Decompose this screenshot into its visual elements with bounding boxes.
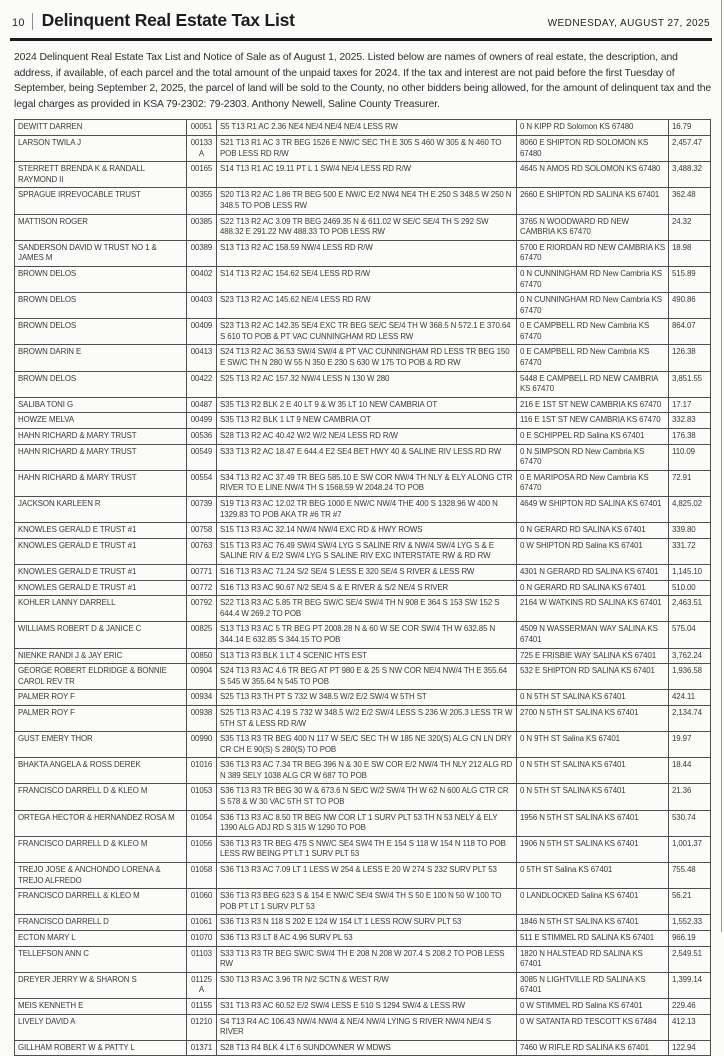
owner-name-cell: PALMER ROY F: [15, 690, 187, 706]
parcel-number-cell: 00403: [187, 293, 217, 319]
table-row: [15, 523, 711, 539]
address-cell: 0 N 5TH ST SALINA KS 67401: [517, 690, 669, 706]
parcel-number-cell: 01054: [187, 810, 217, 836]
legal-description-cell: S25 T13 R2 AC 157.32 NW/4 LESS N 130 W 280: [217, 371, 517, 397]
address-cell: 511 E STIMMEL RD SALINA KS 67401: [517, 931, 669, 947]
owner-name-cell: BROWN DELOS: [15, 293, 187, 319]
owner-name-cell: TREJO JOSE & ANCHONDO LORENA & TREJO ALFREDO: [15, 863, 187, 889]
parcel-number-cell: 01053: [187, 784, 217, 810]
table-row: [15, 371, 711, 397]
parcel-number-cell: 01070: [187, 931, 217, 947]
owner-name-cell: KOHLER LANNY DARRELL: [15, 596, 187, 622]
table-row: [15, 1040, 711, 1056]
table-row: [15, 784, 711, 810]
owner-name-cell: HAHN RICHARD & MARY TRUST: [15, 429, 187, 445]
table-row: [15, 188, 711, 214]
parcel-number-cell: 00536: [187, 429, 217, 445]
address-cell: 0 E CAMPBELL RD New Cambria KS 67470: [517, 345, 669, 371]
parcel-number-cell: 00850: [187, 648, 217, 664]
parcel-number-cell: 01060: [187, 889, 217, 915]
legal-description-cell: S28 T13 R4 BLK 4 LT 6 SUNDOWNER W MDWS: [217, 1040, 517, 1056]
parcel-number-cell: 01061: [187, 915, 217, 931]
table-row: [15, 622, 711, 648]
table-row: [15, 266, 711, 292]
page-column-divider: [721, 0, 722, 932]
address-cell: 0 N KIPP RD Solomon KS 67480: [517, 120, 669, 136]
owner-name-cell: FRANCISCO DARRELL & KLEO M: [15, 889, 187, 915]
masthead: [0, 0, 724, 31]
legal-description-cell: S23 T13 R2 AC 142.35 SE/4 EXC TR BEG SE/C SE/4 TH W 368.5 N 572.1 E 370.64 S 610 TO POB & PT VAC CUNNINGHAM RD LESS RW: [217, 319, 517, 345]
issue-date: WEDNESDAY, AUGUST 27, 2025: [547, 18, 710, 29]
legal-description-cell: S36 T13 R3 N 118 S 202 E 124 W 154 LT 1 LESS ROW SURV PLT 53: [217, 915, 517, 931]
parcel-number-cell: 01058: [187, 863, 217, 889]
table-row: [15, 214, 711, 240]
tax-amount-cell: 424.11: [669, 690, 711, 706]
address-cell: 0 W SATANTA RD TESCOTT KS 67484: [517, 1014, 669, 1040]
table-row: [15, 810, 711, 836]
table-row: [15, 293, 711, 319]
parcel-number-cell: 00051: [187, 120, 217, 136]
table-row: [15, 732, 711, 758]
parcel-number-cell: 00938: [187, 705, 217, 731]
tax-amount-cell: 18.44: [669, 758, 711, 784]
legal-description-cell: S15 T13 R3 AC 32.14 NW/4 NW/4 EXC RD & HWY ROWS: [217, 523, 517, 539]
legal-description-cell: S16 T13 R3 AC 90.67 N/2 SE/4 S & E RIVER & S/2 NE/4 S RIVER: [217, 580, 517, 596]
owner-name-cell: SANDERSON DAVID W TRUST NO 1 & JAMES M: [15, 240, 187, 266]
address-cell: 116 E 1ST ST NEW CAMBRIA KS 67470: [517, 413, 669, 429]
tax-amount-cell: 362.48: [669, 188, 711, 214]
table-row: [15, 564, 711, 580]
parcel-number-cell: 00409: [187, 319, 217, 345]
table-row: [15, 972, 711, 998]
tax-amount-cell: 176.38: [669, 429, 711, 445]
masthead-rule: [10, 38, 712, 41]
legal-description-cell: S24 T13 R2 AC 36.53 SW/4 SW/4 & PT VAC CUNNINGHAM RD LESS TR BEG 150 E SW/C TH N 280 W 55 N 350 E 230 S 630 W 175 TO POB & RD RW: [217, 345, 517, 371]
legal-description-cell: S35 T13 R2 BLK 1 LT 9 NEW CAMBRIA OT: [217, 413, 517, 429]
address-cell: 0 N 9TH ST Salina KS 67401: [517, 732, 669, 758]
owner-name-cell: SALIBA TONI G: [15, 397, 187, 413]
address-cell: 4649 W SHIPTON RD SALINA KS 67401: [517, 497, 669, 523]
table-row: [15, 998, 711, 1014]
address-cell: 0 E CAMPBELL RD New Cambria KS 67470: [517, 319, 669, 345]
legal-description-cell: S30 T13 R3 AC 3.96 TR N/2 SCTN & WEST R/W: [217, 972, 517, 998]
legal-description-cell: S20 T13 R2 AC 1.86 TR BEG 500 E NW/C E/2 NW4 NE4 TH E 250 S 348.5 W 250 N 348.5 TO POB LESS RW: [217, 188, 517, 214]
legal-description-cell: S25 T13 R3 AC 4.19 S 732 W 348.5 W/2 E/2 SW/4 LESS S 236 W 205.3 LESS TR W 5TH ST & LESS RD R/W: [217, 705, 517, 731]
page-number: 10: [12, 16, 25, 29]
legal-description-cell: S31 T13 R3 AC 60.52 E/2 SW/4 LESS E 510 S 1294 SW/4 & LESS RW: [217, 998, 517, 1014]
tax-amount-cell: 4,825.02: [669, 497, 711, 523]
parcel-number-cell: 01210: [187, 1014, 217, 1040]
parcel-number-cell: 00758: [187, 523, 217, 539]
legal-description-cell: S22 T13 R2 AC 3.09 TR BEG 2469.35 N & 611.02 W SE/C SE/4 TH S 292 SW 488.32 E 291.22 NW 488.33 TO POB LESS RW: [217, 214, 517, 240]
parcel-number-cell: 00549: [187, 444, 217, 470]
tax-amount-cell: 755.48: [669, 863, 711, 889]
tax-amount-cell: 2,549.51: [669, 946, 711, 972]
address-cell: 1956 N 5TH ST SALINA KS 67401: [517, 810, 669, 836]
tax-amount-cell: 490.86: [669, 293, 711, 319]
owner-name-cell: NIENKE RANDI J & JAY ERIC: [15, 648, 187, 664]
parcel-number-cell: 00763: [187, 538, 217, 564]
legal-description-cell: S28 T13 R2 AC 40.42 W/2 W/2 NE/4 LESS RD R/W: [217, 429, 517, 445]
table-row: [15, 836, 711, 862]
address-cell: 2700 N 5TH ST SALINA KS 67401: [517, 705, 669, 731]
owner-name-cell: HAHN RICHARD & MARY TRUST: [15, 470, 187, 496]
parcel-number-cell: 01371: [187, 1040, 217, 1056]
tax-amount-cell: 3,762.24: [669, 648, 711, 664]
legal-description-cell: S23 T13 R2 AC 145.62 NE/4 LESS RD R/W: [217, 293, 517, 319]
owner-name-cell: JACKSON KARLEEN R: [15, 497, 187, 523]
tax-amount-cell: 110.09: [669, 444, 711, 470]
address-cell: 0 W SHIPTON RD Salina KS 67401: [517, 538, 669, 564]
tax-amount-cell: 126.38: [669, 345, 711, 371]
legal-description-cell: S36 T13 R3 AC 8.50 TR BEG NW COR LT 1 SURV PLT 53 TH N 53 NELY & ELY 1390 ALG ADJ RD S 315 W 1290 TO POB: [217, 810, 517, 836]
table-row: [15, 648, 711, 664]
table-row: [15, 946, 711, 972]
legal-description-cell: S33 T13 R2 AC 18.47 E 644.4 E2 SE4 BET HWY 40 & SALINE RIV LESS RD RW: [217, 444, 517, 470]
parcel-number-cell: 00385: [187, 214, 217, 240]
table-row: [15, 345, 711, 371]
parcel-number-cell: 00771: [187, 564, 217, 580]
legal-description-cell: S21 T13 R1 AC 3 TR BEG 1526 E NW/C SEC TH E 305 S 460 W 305 & N 460 TO POB LESS RD R/W: [217, 135, 517, 161]
tax-amount-cell: 530.74: [669, 810, 711, 836]
parcel-number-cell: 00499: [187, 413, 217, 429]
tax-amount-cell: 412.13: [669, 1014, 711, 1040]
tax-amount-cell: 1,399.14: [669, 972, 711, 998]
tax-amount-cell: 72.91: [669, 470, 711, 496]
table-row: [15, 470, 711, 496]
address-cell: 0 N 5TH ST SALINA KS 67401: [517, 784, 669, 810]
legal-description-cell: S24 T13 R3 AC 4.6 TR BEG AT PT 980 E & 25 S NW COR NE/4 NW/4 TH E 355.64 S 545 W 355.64 N 545 TO POB: [217, 664, 517, 690]
owner-name-cell: GILLHAM ROBERT W & PATTY L: [15, 1040, 187, 1056]
table-row: [15, 1014, 711, 1040]
tax-amount-cell: 1,145.10: [669, 564, 711, 580]
legal-description-cell: S33 T13 R3 TR BEG SW/C SW/4 TH E 208 N 208 W 207.4 S 208.2 TO POB LESS RW: [217, 946, 517, 972]
table-row: [15, 664, 711, 690]
tax-amount-cell: 2,134.74: [669, 705, 711, 731]
owner-name-cell: KNOWLES GERALD E TRUST #1: [15, 538, 187, 564]
table-row: [15, 538, 711, 564]
tax-amount-cell: 19.97: [669, 732, 711, 758]
owner-name-cell: FRANCISCO DARRELL D & KLEO M: [15, 836, 187, 862]
legal-description-cell: S35 T13 R3 TR BEG 400 N 117 W SE/C SEC TH W 185 NE 320(S) ALG CN LN DRY CR CH E 90(S) S 280(S) TO POB: [217, 732, 517, 758]
address-cell: 0 LANDLOCKED Salina KS 67401: [517, 889, 669, 915]
tax-amount-cell: 331.72: [669, 538, 711, 564]
table-row: [15, 690, 711, 706]
tax-amount-cell: 966.19: [669, 931, 711, 947]
tax-amount-cell: 2,463.51: [669, 596, 711, 622]
legal-description-cell: S34 T13 R2 AC 37.49 TR BEG 585.10 E SW COR NW/4 TH NLY & ELY ALONG CTR RIVER TO E LINE NW/4 TH S 1568.59 W 2048.24 TO POB: [217, 470, 517, 496]
legal-description-cell: S36 T13 R3 AC 7.34 TR BEG 396 N & 30 E SW COR E/2 NW/4 TH NLY 212 ALG RD N 389 SELY 1038 ALG CR W 687 TO POB: [217, 758, 517, 784]
parcel-number-cell: 00165: [187, 162, 217, 188]
owner-name-cell: FRANCISCO DARRELL D: [15, 915, 187, 931]
parcel-number-cell: 00739: [187, 497, 217, 523]
address-cell: 725 E FRISBIE WAY SALINA KS 67401: [517, 648, 669, 664]
tax-amount-cell: 229.46: [669, 998, 711, 1014]
table-row: [15, 931, 711, 947]
parcel-number-cell: 00904: [187, 664, 217, 690]
tax-amount-cell: 575.04: [669, 622, 711, 648]
tax-amount-cell: 515.89: [669, 266, 711, 292]
owner-name-cell: HOWZE MELVA: [15, 413, 187, 429]
legal-description-cell: S19 T13 R3 AC 12.02 TR BEG 1000 E NW/C NW/4 THE 400 S 1328.96 W 400 N 1329.83 TO POB AKA TR #6 TR #7: [217, 497, 517, 523]
legal-description-cell: S4 T13 R4 AC 106.43 NW/4 NW/4 & NE/4 NW/4 LYING S RIVER NW/4 NE/4 S RIVER: [217, 1014, 517, 1040]
address-cell: 4301 N GERARD RD SALINA KS 67401: [517, 564, 669, 580]
owner-name-cell: WILLIAMS ROBERT D & JANICE C: [15, 622, 187, 648]
owner-name-cell: MATTISON ROGER: [15, 214, 187, 240]
tax-amount-cell: 3,488.32: [669, 162, 711, 188]
address-cell: 2660 E SHIPTON RD SALINA KS 67401: [517, 188, 669, 214]
legal-description-cell: S13 T13 R3 AC 5 TR BEG PT 2008.28 N & 60 W SE COR SW/4 TH W 632.85 N 344.14 E 632.85 S 344.15 TO POB: [217, 622, 517, 648]
address-cell: 0 N 5TH ST SALINA KS 67401: [517, 758, 669, 784]
address-cell: 8060 E SHIPTON RD SOLOMON KS 67480: [517, 135, 669, 161]
table-row: [15, 429, 711, 445]
tax-amount-cell: 510.00: [669, 580, 711, 596]
table-row: [15, 162, 711, 188]
tax-table-body: [15, 120, 711, 1056]
legal-description-cell: S36 T13 R3 TR BEG 475 S NW/C SE4 SW4 TH E 154 S 118 W 154 N 118 TO POB LESS RW BEING PT LT 1 SURV PLT 53: [217, 836, 517, 862]
parcel-number-cell: 00934: [187, 690, 217, 706]
address-cell: 0 N CUNNINGHAM RD New Cambria KS 67470: [517, 293, 669, 319]
legal-description-cell: S36 T13 R3 TR BEG 30 W & 673.6 N SE/C W/2 SW/4 TH W 62 N 600 ALG CTR CR S 578 & W 30 VAC 5TH ST TO POB: [217, 784, 517, 810]
owner-name-cell: KNOWLES GERALD E TRUST #1: [15, 564, 187, 580]
address-cell: 1906 N 5TH ST SALINA KS 67401: [517, 836, 669, 862]
table-row: [15, 444, 711, 470]
tax-amount-cell: 1,936.58: [669, 664, 711, 690]
parcel-number-cell: 00990: [187, 732, 217, 758]
owner-name-cell: FRANCISCO DARRELL D & KLEO M: [15, 784, 187, 810]
owner-name-cell: STERRETT BRENDA K & RANDALL RAYMOND II: [15, 162, 187, 188]
tax-amount-cell: 122.94: [669, 1040, 711, 1056]
tax-amount-cell: 16.79: [669, 120, 711, 136]
owner-name-cell: PALMER ROY F: [15, 705, 187, 731]
legal-description-cell: S15 T13 R3 AC 76.49 SW/4 SW/4 LYG S SALINE RIV & NW/4 SW/4 LYG S & E SALINE RIV & E/2 SW/4 LYG S SALINE RIV EXC INTERSTATE RW & RD RW: [217, 538, 517, 564]
table-row: [15, 497, 711, 523]
table-row: [15, 915, 711, 931]
table-row: [15, 240, 711, 266]
legal-description-cell: S13 T13 R2 AC 158.59 NW/4 LESS RD R/W: [217, 240, 517, 266]
parcel-number-cell: 00422: [187, 371, 217, 397]
owner-name-cell: DEWITT DARREN: [15, 120, 187, 136]
parcel-number-cell: 00413: [187, 345, 217, 371]
owner-name-cell: ECTON MARY L: [15, 931, 187, 947]
owner-name-cell: TELLEFSON ANN C: [15, 946, 187, 972]
address-cell: 7460 W RIFLE RD SALINA KS 67401: [517, 1040, 669, 1056]
address-cell: 0 W STIMMEL RD Salina KS 67401: [517, 998, 669, 1014]
legal-description-cell: S35 T13 R2 BLK 2 E 40 LT 9 & W 35 LT 10 NEW CAMBRIA OT: [217, 397, 517, 413]
address-cell: 0 N GERARD RD SALINA KS 67401: [517, 523, 669, 539]
table-row: [15, 135, 711, 161]
parcel-number-cell: 01155: [187, 998, 217, 1014]
parcel-number-cell: 00772: [187, 580, 217, 596]
table-row: [15, 596, 711, 622]
address-cell: 3085 N LIGHTVILLE RD SALINA KS 67401: [517, 972, 669, 998]
owner-name-cell: LIVELY DAVID A: [15, 1014, 187, 1040]
legal-description-cell: S14 T13 R2 AC 154.62 SE/4 LESS RD R/W: [217, 266, 517, 292]
owner-name-cell: LARSON TWILA J: [15, 135, 187, 161]
parcel-number-cell: 00133A: [187, 135, 217, 161]
address-cell: 0 E SCHIPPEL RD Salina KS 67401: [517, 429, 669, 445]
legal-description-cell: S36 T13 R3 BEG 623 S & 154 E NW/C SE/4 SW/4 TH S 50 E 100 N 50 W 100 TO POB PT LT 1 SURV PLT 53: [217, 889, 517, 915]
legal-description-cell: S22 T13 R3 AC 5.85 TR BEG SW/C SE/4 SW/4 TH N 908 E 364 S 153 SW 152 S 644.4 W 269.2 TO POB: [217, 596, 517, 622]
tax-amount-cell: 56.21: [669, 889, 711, 915]
address-cell: 0 N GERARD RD SALINA KS 67401: [517, 580, 669, 596]
owner-name-cell: BROWN DELOS: [15, 319, 187, 345]
tax-amount-cell: 339.80: [669, 523, 711, 539]
legal-description-cell: S5 T13 R1 AC 2.36 NE4 NE/4 NE/4 NE/4 LESS RW: [217, 120, 517, 136]
parcel-number-cell: 01125A: [187, 972, 217, 998]
parcel-number-cell: 00554: [187, 470, 217, 496]
table-row: [15, 120, 711, 136]
tax-amount-cell: 2,457.47: [669, 135, 711, 161]
owner-name-cell: BROWN DELOS: [15, 371, 187, 397]
owner-name-cell: KNOWLES GERALD E TRUST #1: [15, 580, 187, 596]
notice-paragraph: 2024 Delinquent Real Estate Tax List and Notice of Sale as of August 1, 2025. Listed below are names of owners of real estate, the description, and address, if available, of each parcel and the total amount of the unpaid taxes for 2024. If the tax and interest are not paid before the first Tuesday of September, being September 2, 2025, the parcel of land will be sold to the County, no other bidders being allowed, for the amount of delinquent tax and the legal charges as provided in KSA 79-2302: 79-2303. Anthony Newell, Saline County Treasurer.: [14, 52, 712, 110]
address-cell: 3765 N WOODWARD RD NEW CAMBRIA KS 67470: [517, 214, 669, 240]
tax-amount-cell: 1,001.37: [669, 836, 711, 862]
owner-name-cell: BROWN DARIN E: [15, 345, 187, 371]
owner-name-cell: GUST EMERY THOR: [15, 732, 187, 758]
table-row: [15, 413, 711, 429]
address-cell: 0 N SIMPSON RD New Cambria KS 67470: [517, 444, 669, 470]
table-row: [15, 758, 711, 784]
masthead-divider: [32, 13, 33, 30]
table-row: [15, 580, 711, 596]
table-row: [15, 863, 711, 889]
owner-name-cell: KNOWLES GERALD E TRUST #1: [15, 523, 187, 539]
parcel-number-cell: 00389: [187, 240, 217, 266]
address-cell: 4645 N AMOS RD SOLOMON KS 67480: [517, 162, 669, 188]
tax-amount-cell: 332.83: [669, 413, 711, 429]
table-row: [15, 319, 711, 345]
address-cell: 1846 N 5TH ST SALINA KS 67401: [517, 915, 669, 931]
legal-description-cell: S36 T13 R3 LT 8 AC 4.96 SURV PL 53: [217, 931, 517, 947]
address-cell: 1820 N HALSTEAD RD SALINA KS 67401: [517, 946, 669, 972]
tax-amount-cell: 1,552.33: [669, 915, 711, 931]
parcel-number-cell: 01103: [187, 946, 217, 972]
address-cell: 5448 E CAMPBELL RD NEW CAMBRIA KS 67470: [517, 371, 669, 397]
owner-name-cell: DREYER JERRY W & SHARON S: [15, 972, 187, 998]
parcel-number-cell: 00487: [187, 397, 217, 413]
owner-name-cell: SPRAGUE IRREVOCABLE TRUST: [15, 188, 187, 214]
owner-name-cell: HAHN RICHARD & MARY TRUST: [15, 444, 187, 470]
tax-table: [14, 119, 711, 1056]
legal-description-cell: S13 T13 R3 BLK 1 LT 4 SCENIC HTS EST: [217, 648, 517, 664]
table-row: [15, 705, 711, 731]
tax-amount-cell: 24.32: [669, 214, 711, 240]
parcel-number-cell: 01056: [187, 836, 217, 862]
page-title: Delinquent Real Estate Tax List: [41, 10, 295, 30]
address-cell: 2164 W WATKINS RD SALINA KS 67401: [517, 596, 669, 622]
parcel-number-cell: 00825: [187, 622, 217, 648]
address-cell: 216 E 1ST ST NEW CAMBRIA KS 67470: [517, 397, 669, 413]
legal-description-cell: S36 T13 R3 AC 7.09 LT 1 LESS W 254 & LESS E 20 W 274 S 232 SURV PLT 53: [217, 863, 517, 889]
legal-description-cell: S16 T13 R3 AC 71.24 S/2 SE/4 S LESS E 320 SE/4 S RIVER & LESS RW: [217, 564, 517, 580]
owner-name-cell: MEIS KENNETH E: [15, 998, 187, 1014]
tax-amount-cell: 864.07: [669, 319, 711, 345]
tax-amount-cell: 3,851.55: [669, 371, 711, 397]
address-cell: 532 E SHIPTON RD SALINA KS 67401: [517, 664, 669, 690]
address-cell: 4509 N WASSERMAN WAY SALINA KS 67401: [517, 622, 669, 648]
address-cell: 5700 E RIORDAN RD NEW CAMBRIA KS 67470: [517, 240, 669, 266]
parcel-number-cell: 01016: [187, 758, 217, 784]
address-cell: 0 N CUNNINGHAM RD New Cambria KS 67470: [517, 266, 669, 292]
legal-description-cell: S14 T13 R1 AC 19.11 PT L 1 SW/4 NE/4 LESS RD R/W: [217, 162, 517, 188]
owner-name-cell: BHAKTA ANGELA & ROSS DEREK: [15, 758, 187, 784]
tax-amount-cell: 18.98: [669, 240, 711, 266]
owner-name-cell: ORTEGA HECTOR & HERNANDEZ ROSA M: [15, 810, 187, 836]
table-row: [15, 889, 711, 915]
owner-name-cell: BROWN DELOS: [15, 266, 187, 292]
legal-description-cell: S25 T13 R3 TH PT S 732 W 348.5 W/2 E/2 SW/4 W 5TH ST: [217, 690, 517, 706]
parcel-number-cell: 00402: [187, 266, 217, 292]
parcel-number-cell: 00792: [187, 596, 217, 622]
tax-amount-cell: 17.17: [669, 397, 711, 413]
table-row: [15, 397, 711, 413]
tax-amount-cell: 21.36: [669, 784, 711, 810]
parcel-number-cell: 00355: [187, 188, 217, 214]
address-cell: 0 5TH ST Salina KS 67401: [517, 863, 669, 889]
address-cell: 0 E MARIPOSA RD New Cambria KS 67470: [517, 470, 669, 496]
owner-name-cell: GEORGE ROBERT ELDRIDGE & BONNIE CAROL REV TR: [15, 664, 187, 690]
